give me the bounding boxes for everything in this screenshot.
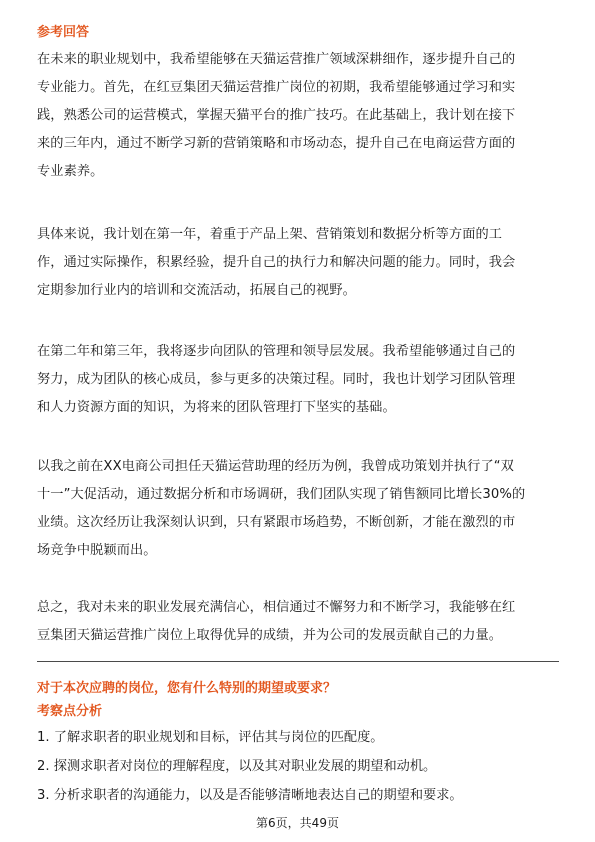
paragraph-line: 豆集团天猫运营推广岗位上取得优异的成绩，并为公司的发展贡献自己的力量。 bbox=[37, 628, 503, 643]
paragraph-line: 专业素养。 bbox=[37, 164, 104, 179]
section-divider bbox=[37, 661, 559, 662]
paragraph-line: 和人力资源方面的知识，为将来的团队管理打下坚实的基础。 bbox=[37, 400, 396, 415]
paragraph-line: 具体来说，我计划在第一年，着重于产品上架、营销策划和数据分析等方面的工 bbox=[37, 227, 503, 242]
paragraph-line: 业绩。这次经历让我深刻认识到，只有紧跟市场趋势，不断创新，才能在激烈的市 bbox=[37, 515, 516, 530]
answer-heading: 参考回答 bbox=[37, 25, 90, 40]
paragraph-1 bbox=[37, 46, 562, 186]
paragraph-line: 总之，我对未来的职业发展充满信心，相信通过不懈努力和不断学习，我能够在红 bbox=[37, 600, 516, 615]
list-item: 2. 探测求职者对岗位的理解程度，以及其对职业发展的期望和动机。 bbox=[37, 759, 437, 774]
paragraph-5 bbox=[37, 594, 562, 650]
analysis-list bbox=[37, 727, 562, 814]
list-item: 1. 了解求职者的职业规划和目标，评估其与岗位的匹配度。 bbox=[37, 730, 384, 745]
paragraph-line: 努力，成为团队的核心成员，参与更多的决策过程。同时，我也计划学习团队管理 bbox=[37, 372, 516, 387]
paragraph-line: 在第二年和第三年，我将逐步向团队的管理和领导层发展。我希望能够通过自己的 bbox=[37, 344, 516, 359]
paragraph-line: 在未来的职业规划中，我希望能够在天猫运营推广领域深耕细作，逐步提升自己的 bbox=[37, 52, 516, 67]
interview-question: 对于本次应聘的岗位，您有什么特别的期望或要求？ bbox=[37, 681, 337, 696]
paragraph-line: 来的三年内，通过不断学习新的营销策略和市场动态，提升自己在电商运营方面的 bbox=[37, 136, 516, 151]
page-number: 第6页，共49页 bbox=[256, 816, 339, 830]
paragraph-2 bbox=[37, 221, 562, 305]
paragraph-line: 作，通过实际操作，积累经验，提升自己的执行力和解决问题的能力。同时，我会 bbox=[37, 255, 516, 270]
paragraph-4 bbox=[37, 453, 562, 565]
analysis-heading: 考察点分析 bbox=[37, 704, 103, 719]
paragraph-3 bbox=[37, 338, 562, 422]
paragraph-line: 以我之前在XX电商公司担任天猫运营助理的经历为例，我曾成功策划并执行了“双 bbox=[37, 459, 514, 474]
paragraph-line: 场竞争中脱颖而出。 bbox=[37, 543, 157, 558]
paragraph-line: 定期参加行业内的培训和交流活动，拓展自己的视野。 bbox=[37, 283, 356, 298]
paragraph-line: 专业能力。首先，在红豆集团天猫运营推广岗位的初期，我希望能够通过学习和实 bbox=[37, 80, 516, 95]
list-item: 3. 分析求职者的沟通能力，以及是否能够清晰地表达自己的期望和要求。 bbox=[37, 788, 463, 803]
paragraph-line: 十一”大促活动，通过数据分析和市场调研，我们团队实现了销售额同比增长30%的 bbox=[37, 487, 526, 502]
paragraph-line: 践，熟悉公司的运营模式，掌握天猫平台的推广技巧。在此基础上，我计划在接下 bbox=[37, 108, 516, 123]
